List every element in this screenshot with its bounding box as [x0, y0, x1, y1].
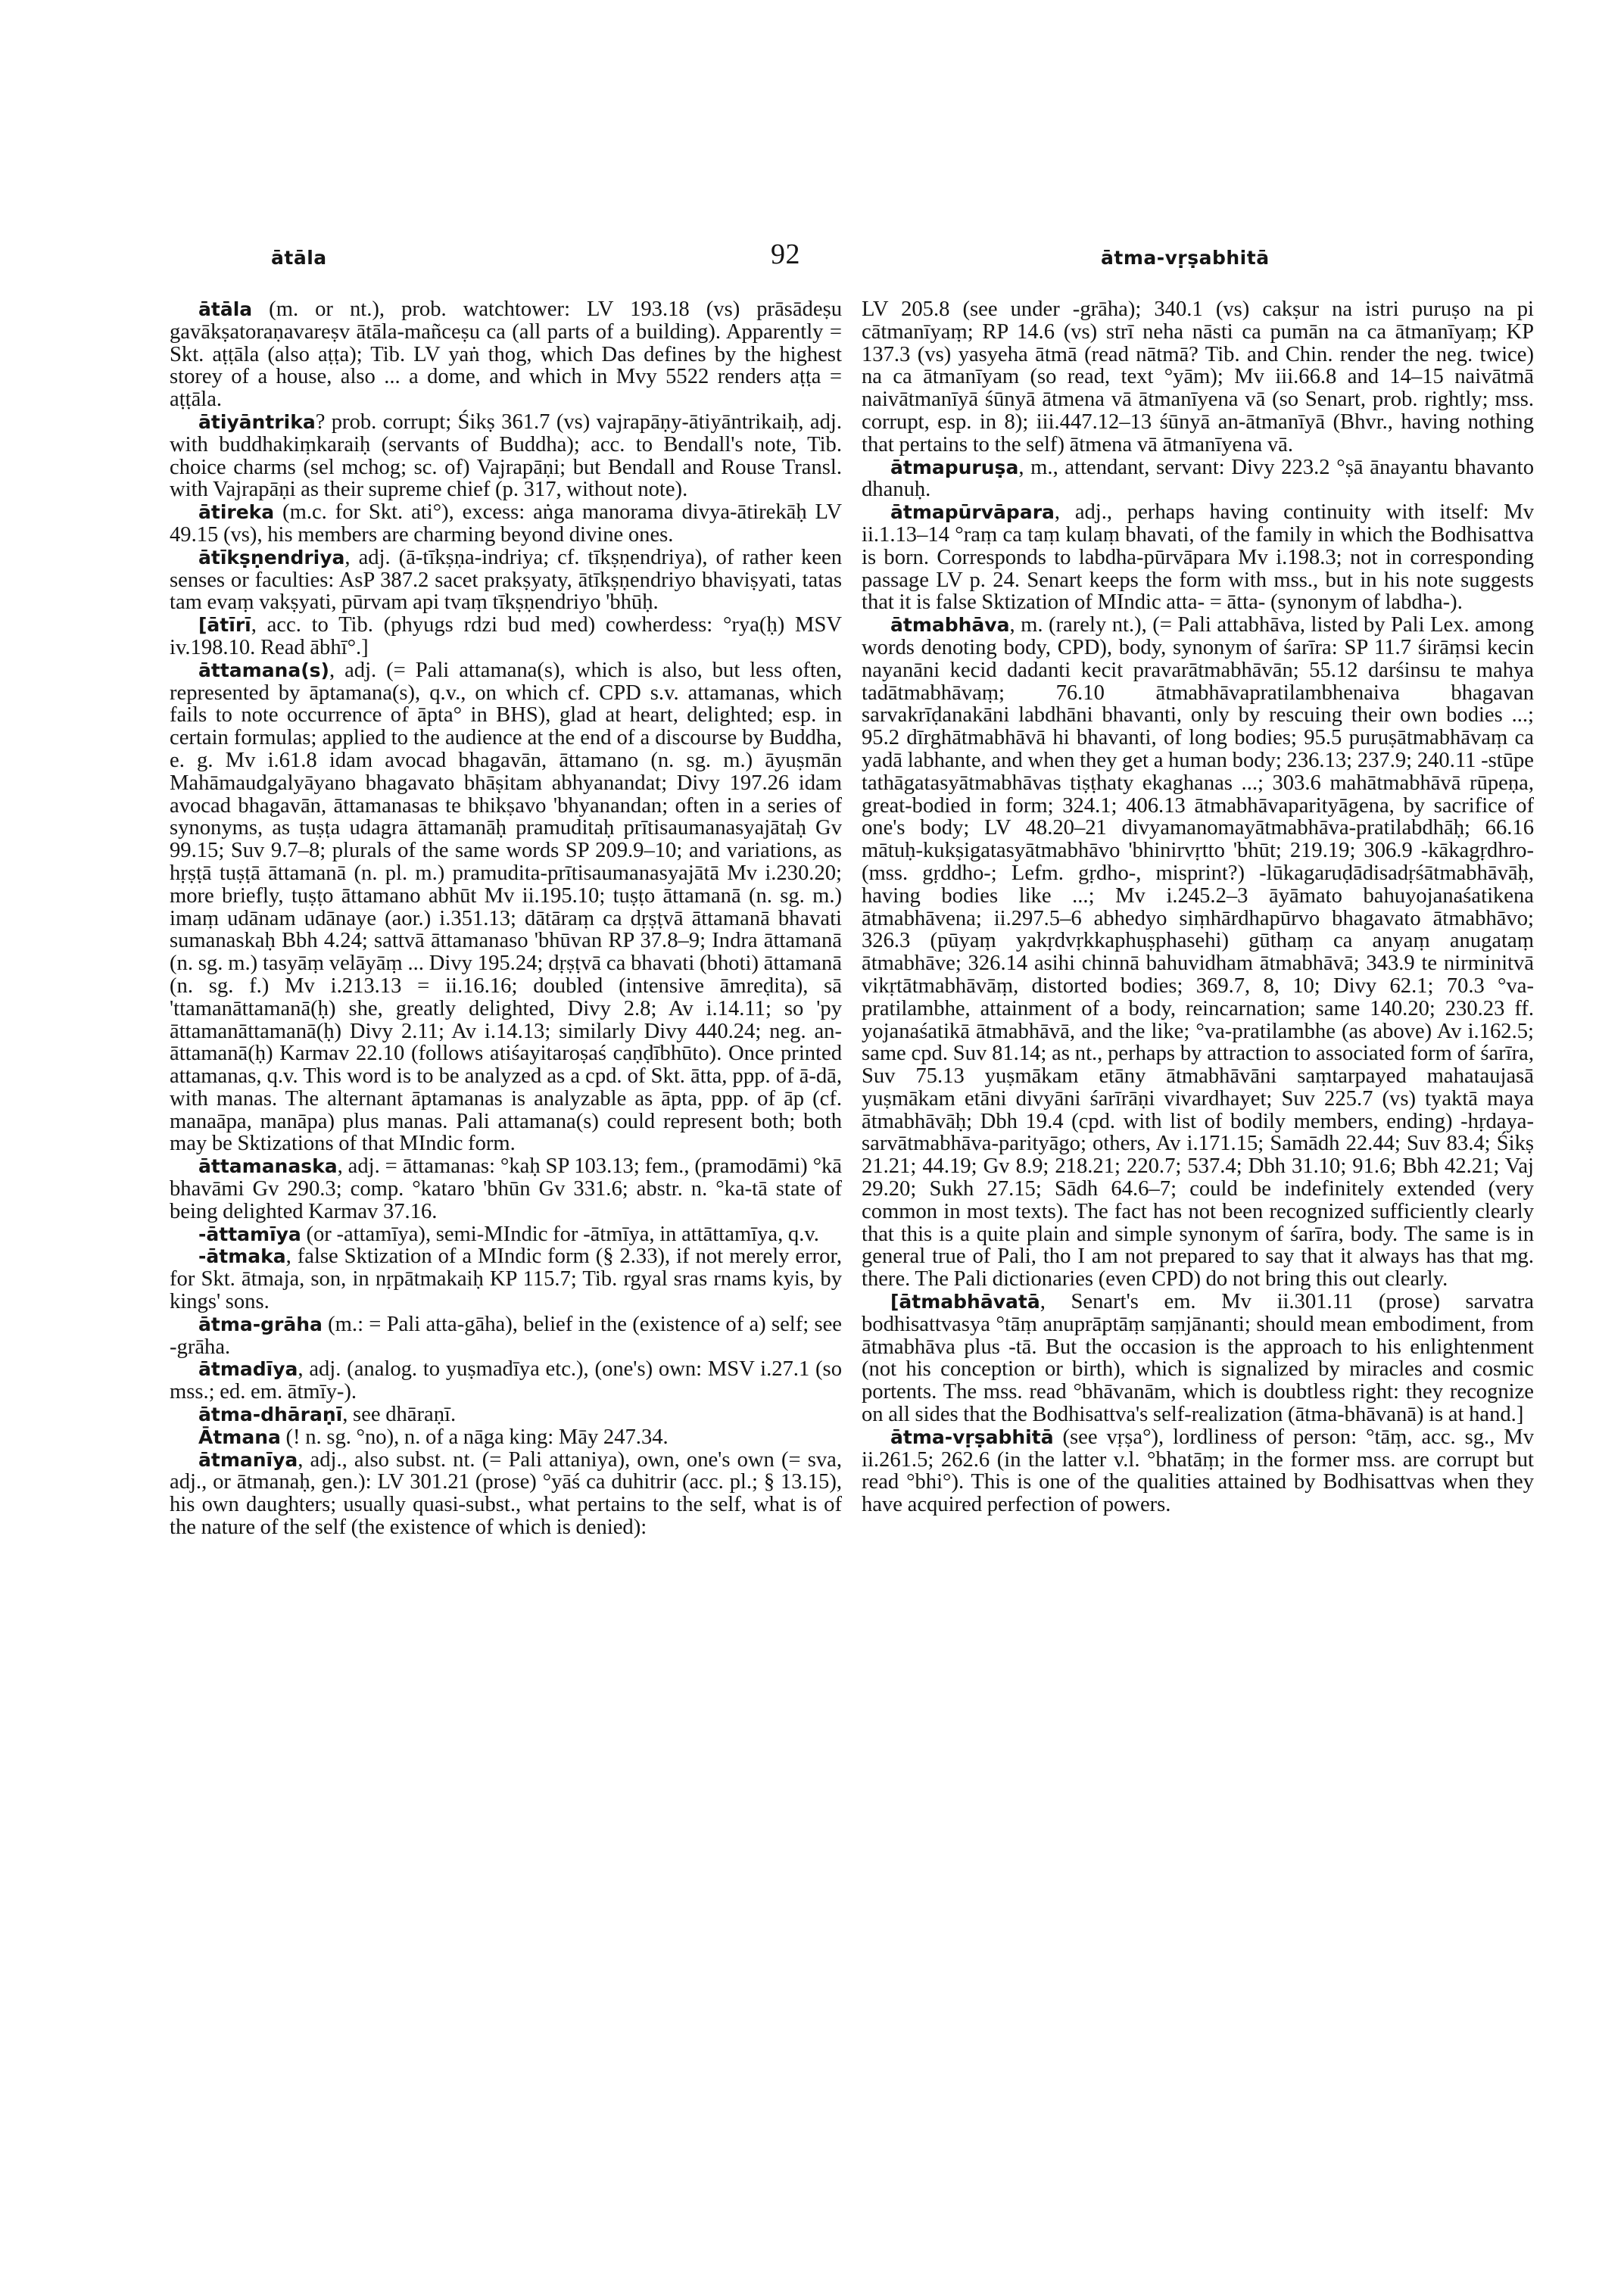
dictionary-entry [170, 1358, 842, 1404]
entry-text: (m. or nt.), prob. watchtower: LV 193.18 (vs) prāsādeṣu gavākṣatoraṇavareṣv ātāla-mañceṣu ca (all parts of a building). Apparently = Skt. aṭṭāla (also aṭṭa); Tib. LV yaṅ thog, which Das defines by the highest storey of a house, also ... a dome, and which in Mvy 5522 renders aṭṭa = aṭṭāla. [170, 298, 842, 412]
entry-text: , adj. (ā-tīkṣṇa-indriya; cf. tīkṣṇendriya), of rather keen senses or faculties: AsP 387.2 sacet prakṣyaty, ātīkṣṇendriyo bhaviṣyati, tatas tam evaṃ vakṣyati, pūrvam api tvaṃ tīkṣṇendriyo 'bhūḥ. [170, 545, 842, 615]
dictionary-entry [170, 1449, 842, 1539]
entry-headword: ātmanīya [198, 1448, 298, 1471]
entry-headword: ātmapuruṣa [890, 456, 1019, 478]
entry-text: (or -attamīya), semi-MIndic for -ātmīya, in attāttamīya, q.v. [301, 1222, 819, 1246]
dictionary-entry [862, 298, 1534, 456]
entry-headword: ātma-dhāraṇī [198, 1404, 343, 1426]
dictionary-entry [170, 1426, 842, 1449]
entry-text: , m., attendant, servant: Divy 223.2 °ṣā ānayantu bhavanto dhanuḥ. [862, 455, 1534, 502]
entry-headword: ātma-vṛṣabhitā [890, 1425, 1054, 1448]
entry-text: , adj., also subst. nt. (= Pali attaniya), own, one's own (= sva, adj., or ātmanaḥ, gen.): LV 301.21 (prose) °yāś ca duhitrir (acc. pl.; § 13.15), his own daughters; usually quasi-subst., what pertains to the self, what is of the nature of the self (the existence of which is denied): [170, 1447, 842, 1540]
entry-text: , adj., perhaps having continuity with itself: Mv ii.1.13–14 °raṃ ca taṃ kulaṃ bhavati, of the family in which the Bodhisattva is born. Corresponds to labdha-pūrvāpara Mv i.198.3; not in corresponding passage LV p. 24. Senart keeps the form with mss., but in his note suggests that it is false Sktization of MIndic atta- = ātta- (synonym of labdha-). [862, 500, 1534, 615]
dictionary-entry [170, 298, 842, 411]
entry-text: , adj. (analog. to yuṣmadīya etc.), (one's) own: MSV i.27.1 (so mss.; ed. em. ātmīy-). [170, 1357, 842, 1404]
entry-headword: ātīkṣṇendriya [198, 546, 345, 569]
entry-headword: -āttamīya [198, 1223, 301, 1245]
right-column [862, 298, 1534, 1516]
entry-headword: [ātīrī [198, 614, 251, 637]
running-head-right: ātma-vṛṣabhitā [1101, 247, 1270, 269]
entry-text: , m. (rarely nt.), (= Pali attabhāva, listed by Pali Lex. among words denoting body, CPD), body, synonym of śarīra: SP 11.7 śirāṃsi kecin nayanāni kecid dadanti kecit pravarātmabhāvān; 55.12 darśinsu te mahya tadātmabhāvaṃ; 76.10 ātmabhāvapratilambhenaiva bhagavan sarvakrīḍanakāni labdhāni bhavanti, only by rescuing their own bodies ...; 95.2 dīrghātmabhāvā hi bhavanti, of long bodies; 95.5 puruṣātmabhāvaṃ ca yadā labhante, and when they get a human body; 236.13; 237.9; 240.11 -stūpe tathāgatasyātmabhāvas tiṣṭhaty ekaghanas ...; 303.6 mahātmabhāvā rūpeṇa, great-bodied in form; 324.1; 406.13 ātmabhāvaparityāgena, by sacrifice of one's body; LV 48.20–21 divyamanomayātmabhāva-pratilabdhāḥ; 66.16 mātuḥ-kukṣigatasyātmabhāvo 'bhinirvṛtto 'bhūt; 219.19; 306.9 -kākagṛdhro- (mss. gṛddho-; Lefm. gṛdho-, misprint?) -lūkagaruḍādisadṛśātmabhāvāḥ, having bodies like ...; Mv i.245.2–3 āyāmato bahuyojanaśatikena ātmabhāvena; ii.297.5–6 abhedyo siṃhārdhapūrvo bhagavato ātmabhāvo; 326.3 (pūyaṃ yakṛdvṛkkaphuṣphasehi) gūthaṃ ca anyaṃ anugataṃ ātmabhāve; 326.14 asihi chinnā bahuvidham ātmabhāvā; 343.9 te nirminitvā vikṛtātmabhāvāṃ, distorted bodies; 369.7, 8, 10; Divy 62.1; 70.3 °va-pratilambhe, attainment of a body, reincarnation; same 140.20; 230.23 ff. yojanaśatikā ātmabhāvā, and the like; °va-pratilambhe (as above) Av i.162.5; same cpd. Suv 81.14; as nt., perhaps by attraction to associated form of śarīra, Suv 75.13 yuṣmākam etāny ātmabhāvāni saṃtarpayed mahataujasā yuṣmākam etāni divyāni śarīrāṇi vivardhayet; Suv 225.7 (vs) tyaktā maya ātmabhāvāḥ; Dbh 19.4 (cpd. with list of bodily members, ending) -hṛdaya-sarvātmabhāva-parityāgo; others, Av i.171.15; Samādh 22.44; Suv 83.4; Śikṣ 21.21; 44.19; Gv 8.9; 218.21; 220.7; 537.4; Dbh 31.10; 91.6; Bbh 42.21; Vaj 29.20; Sukh 27.15; Sādh 64.6–7; could be indefinitely extended (very common in most texts). The fact has not been recognized sufficiently clearly that this is a quite plain and simple synonym of śarīra, body. The same is in general true of Pali, tho I am not prepared to say that it always has that mg. there. The Pali dictionaries (even CPD) do not bring this out clearly. [862, 613, 1534, 1291]
left-column [170, 298, 842, 1539]
entry-text: , false Sktization of a MIndic form (§ 2.33), if not merely error, for Skt. ātmaja, son, in nṛpātmakaiḥ KP 115.7; Tib. rgyal sras rnams kyis, by kings' sons. [170, 1245, 842, 1314]
dictionary-entry [170, 659, 842, 1156]
entry-headword: ātireka [198, 501, 275, 524]
dictionary-entry [170, 411, 842, 501]
dictionary-entry [170, 1313, 842, 1359]
dictionary-entry [170, 547, 842, 614]
entry-text: (m.c. for Skt. ati°), excess: aṅga manorama divya-ātirekāḥ LV 49.15 (vs), his members are charming beyond divine ones. [170, 500, 842, 547]
entry-headword: ātiyāntrika [198, 410, 316, 433]
running-head-left: ātāla [271, 247, 327, 269]
entry-text: (m.: = Pali atta-gāha), belief in the (existence of a) self; see -grāha. [170, 1312, 842, 1359]
entry-headword: ātmadīya [198, 1358, 298, 1381]
entry-text: LV 205.8 (see under -grāha); 340.1 (vs) cakṣur na istri puruṣo na pi cātmanīyaṃ; RP 14.6 (vs) strī neha nāsti ca pumān na ca ātmanīyaṃ; KP 137.3 (vs) yasyeha ātmā (read nātmā? Tib. and Chin. render the neg. twice) na ca ātmanīyam (so read, text °yām); Mv iii.66.8 and 14–15 naivātmā naivātmanīyā śūnyā ātmena vā ātmanīyena vā (so Senart, prob. rightly; mss. corrupt, esp. in 8); iii.447.12–13 śūnyā an-ātmanīyā (Bhvr., having nothing that pertains to the self) ātmena vā ātmanīyena vā. [862, 298, 1534, 456]
dictionary-entry [862, 614, 1534, 1291]
entry-headword: ātmabhāva [890, 614, 1010, 637]
entry-text: , adj. (= Pali attamana(s), which is also, but less often, represented by āptamana(s), q.v., on which cf. CPD s.v. attamanas, which fails to note occurrence of āpta° in BHS), glad at heart, delighted; esp. in certain formulas; applied to the audience at the end of a discourse by Buddha, e. g. Mv i.61.8 idam avocad bhagavān, āttamano (n. sg. m.) āyuṣmān Mahāmaudgalyāyano bhagavato bhāṣitam abhyanandat; Divy 197.26 idam avocad bhagavān, āttamanasas te bhikṣavo 'bhyanandan; often in a series of synonyms, as tuṣṭa udagra āttamanāḥ pramuditaḥ prītisaumanasyajātaḥ Gv 99.15; Suv 9.7–8; plurals of the same words SP 209.9–10; and variations, as hṛṣṭā tuṣṭā āttamanā (n. pl. m.) pramudita-prītisaumanasyajātā Mv i.230.20; more briefly, tuṣṭo āttamano abhūt Mv ii.195.10; tuṣṭo āttamanā (n. sg. m.) imaṃ udānam udānaye (aor.) i.351.13; dātāraṃ ca dṛṣṭvā āttamanā bhavati sumanaskaḥ Bbh 4.24; sattvā āttamanaso 'bhūvan RP 37.8–9; Indra āttamanā (n. sg. m.) tasyāṃ velāyāṃ ... Divy 195.24; dṛṣṭvā ca bhavati (bhoti) āttamanā (n. sg. f.) Mv i.213.13 = ii.16.16; doubled (intensive āmreḍita), sā 'ttamanāttamanā(ḥ) she, greatly delighted, Divy 2.8; Av i.14.11; so 'py āttamanāttamanā(ḥ) Divy 2.11; Av i.14.13; similarly Divy 440.24; neg. an-āttamanā(ḥ) Karmav 22.10 (follows atiśayitaroṣaś caṇḍībhūto). Once printed attamanas, q.v. This word is to be analyzed as a cpd. of Skt. ātta, ppp. of ā-dā, with manas. The alternant āptamanas is analyzable as āpta, ppp. of āp (cf. manaāpa, manāpa) plus manas. Pali attamana(s) could represent both; both may be Sktizations of that MIndic form. [170, 658, 842, 1156]
dictionary-entry [170, 614, 842, 659]
entry-headword: āttamana(s) [198, 659, 329, 681]
entry-text: (see vṛṣa°), lordliness of person: °tāṃ, acc. sg., Mv ii.261.5; 262.6 (in the latter v.l. °bhatāṃ; in the former mss. are corrupt but read °bhi°). This is one of the qualities attained by Bodhisattvas when they have acquired perfection of powers. [862, 1425, 1534, 1517]
dictionary-entry [170, 1223, 842, 1246]
entry-headword: -ātmaka [198, 1245, 286, 1268]
dictionary-entry [170, 1155, 842, 1223]
entry-text: , Senart's em. Mv ii.301.11 (prose) sarvatra bodhisattvasya °tāṃ anuprāptāṃ saṃjānanti; should mean embodiment, from ātmabhāva plus -tā. But the occasion is the approach to his enlightenment (not his conception or birth), which is signalized by miracles and cosmic portents. The mss. read °bhāvanām, which is doubtless right: they recognize on all sides that the Bodhisattva's self-realization (ātma-bhāvanā) is at hand.] [862, 1290, 1534, 1427]
dictionary-entry [862, 456, 1534, 502]
entry-text: , adj. = āttamanas: °kaḥ SP 103.13; fem., (pramodāmi) °kā bhavāmi Gv 290.3; comp. °kataro 'bhūn Gv 331.6; abstr. n. °ka-tā state of being delighted Karmav 37.16. [170, 1154, 842, 1223]
entry-headword: [ātmabhāvatā [890, 1291, 1040, 1313]
entry-text: , acc. to Tib. (phyugs rdzi bud med) cowherdess: °rya(ḥ) MSV iv.198.10. Read ābhī°.] [170, 613, 842, 659]
dictionary-entry [862, 1291, 1534, 1426]
entry-headword: ātmapūrvāpara [890, 501, 1055, 524]
dictionary-entry [170, 501, 842, 547]
dictionary-entry [170, 1404, 842, 1426]
entry-headword: ātāla [198, 298, 253, 320]
entry-text: (! n. sg. °no), n. of a nāga king: Māy 247.34. [280, 1425, 669, 1449]
entry-text: ? prob. corrupt; Śikṣ 361.7 (vs) vajrapāṇy-ātiyāntrikaiḥ, adj. with buddhakiṃkaraiḥ (servants of Buddha); acc. to Bendall's note, Tib. choice charms (sel mchog; sc. of) Vajrapāṇi; but Bendall and Rouse Transl. with Vajrapāṇi as their supreme chief (p. 317, without note). [170, 410, 842, 502]
dictionary-entry [170, 1245, 842, 1313]
entry-headword: Ātmana [198, 1425, 281, 1448]
dictionary-entry [862, 501, 1534, 614]
entry-headword: ātma-grāha [198, 1313, 323, 1335]
entry-headword: āttamanaska [198, 1155, 338, 1178]
entry-text: , see dhāraṇī. [342, 1403, 457, 1427]
dictionary-entry [862, 1426, 1534, 1516]
page-number: 92 [771, 238, 800, 270]
